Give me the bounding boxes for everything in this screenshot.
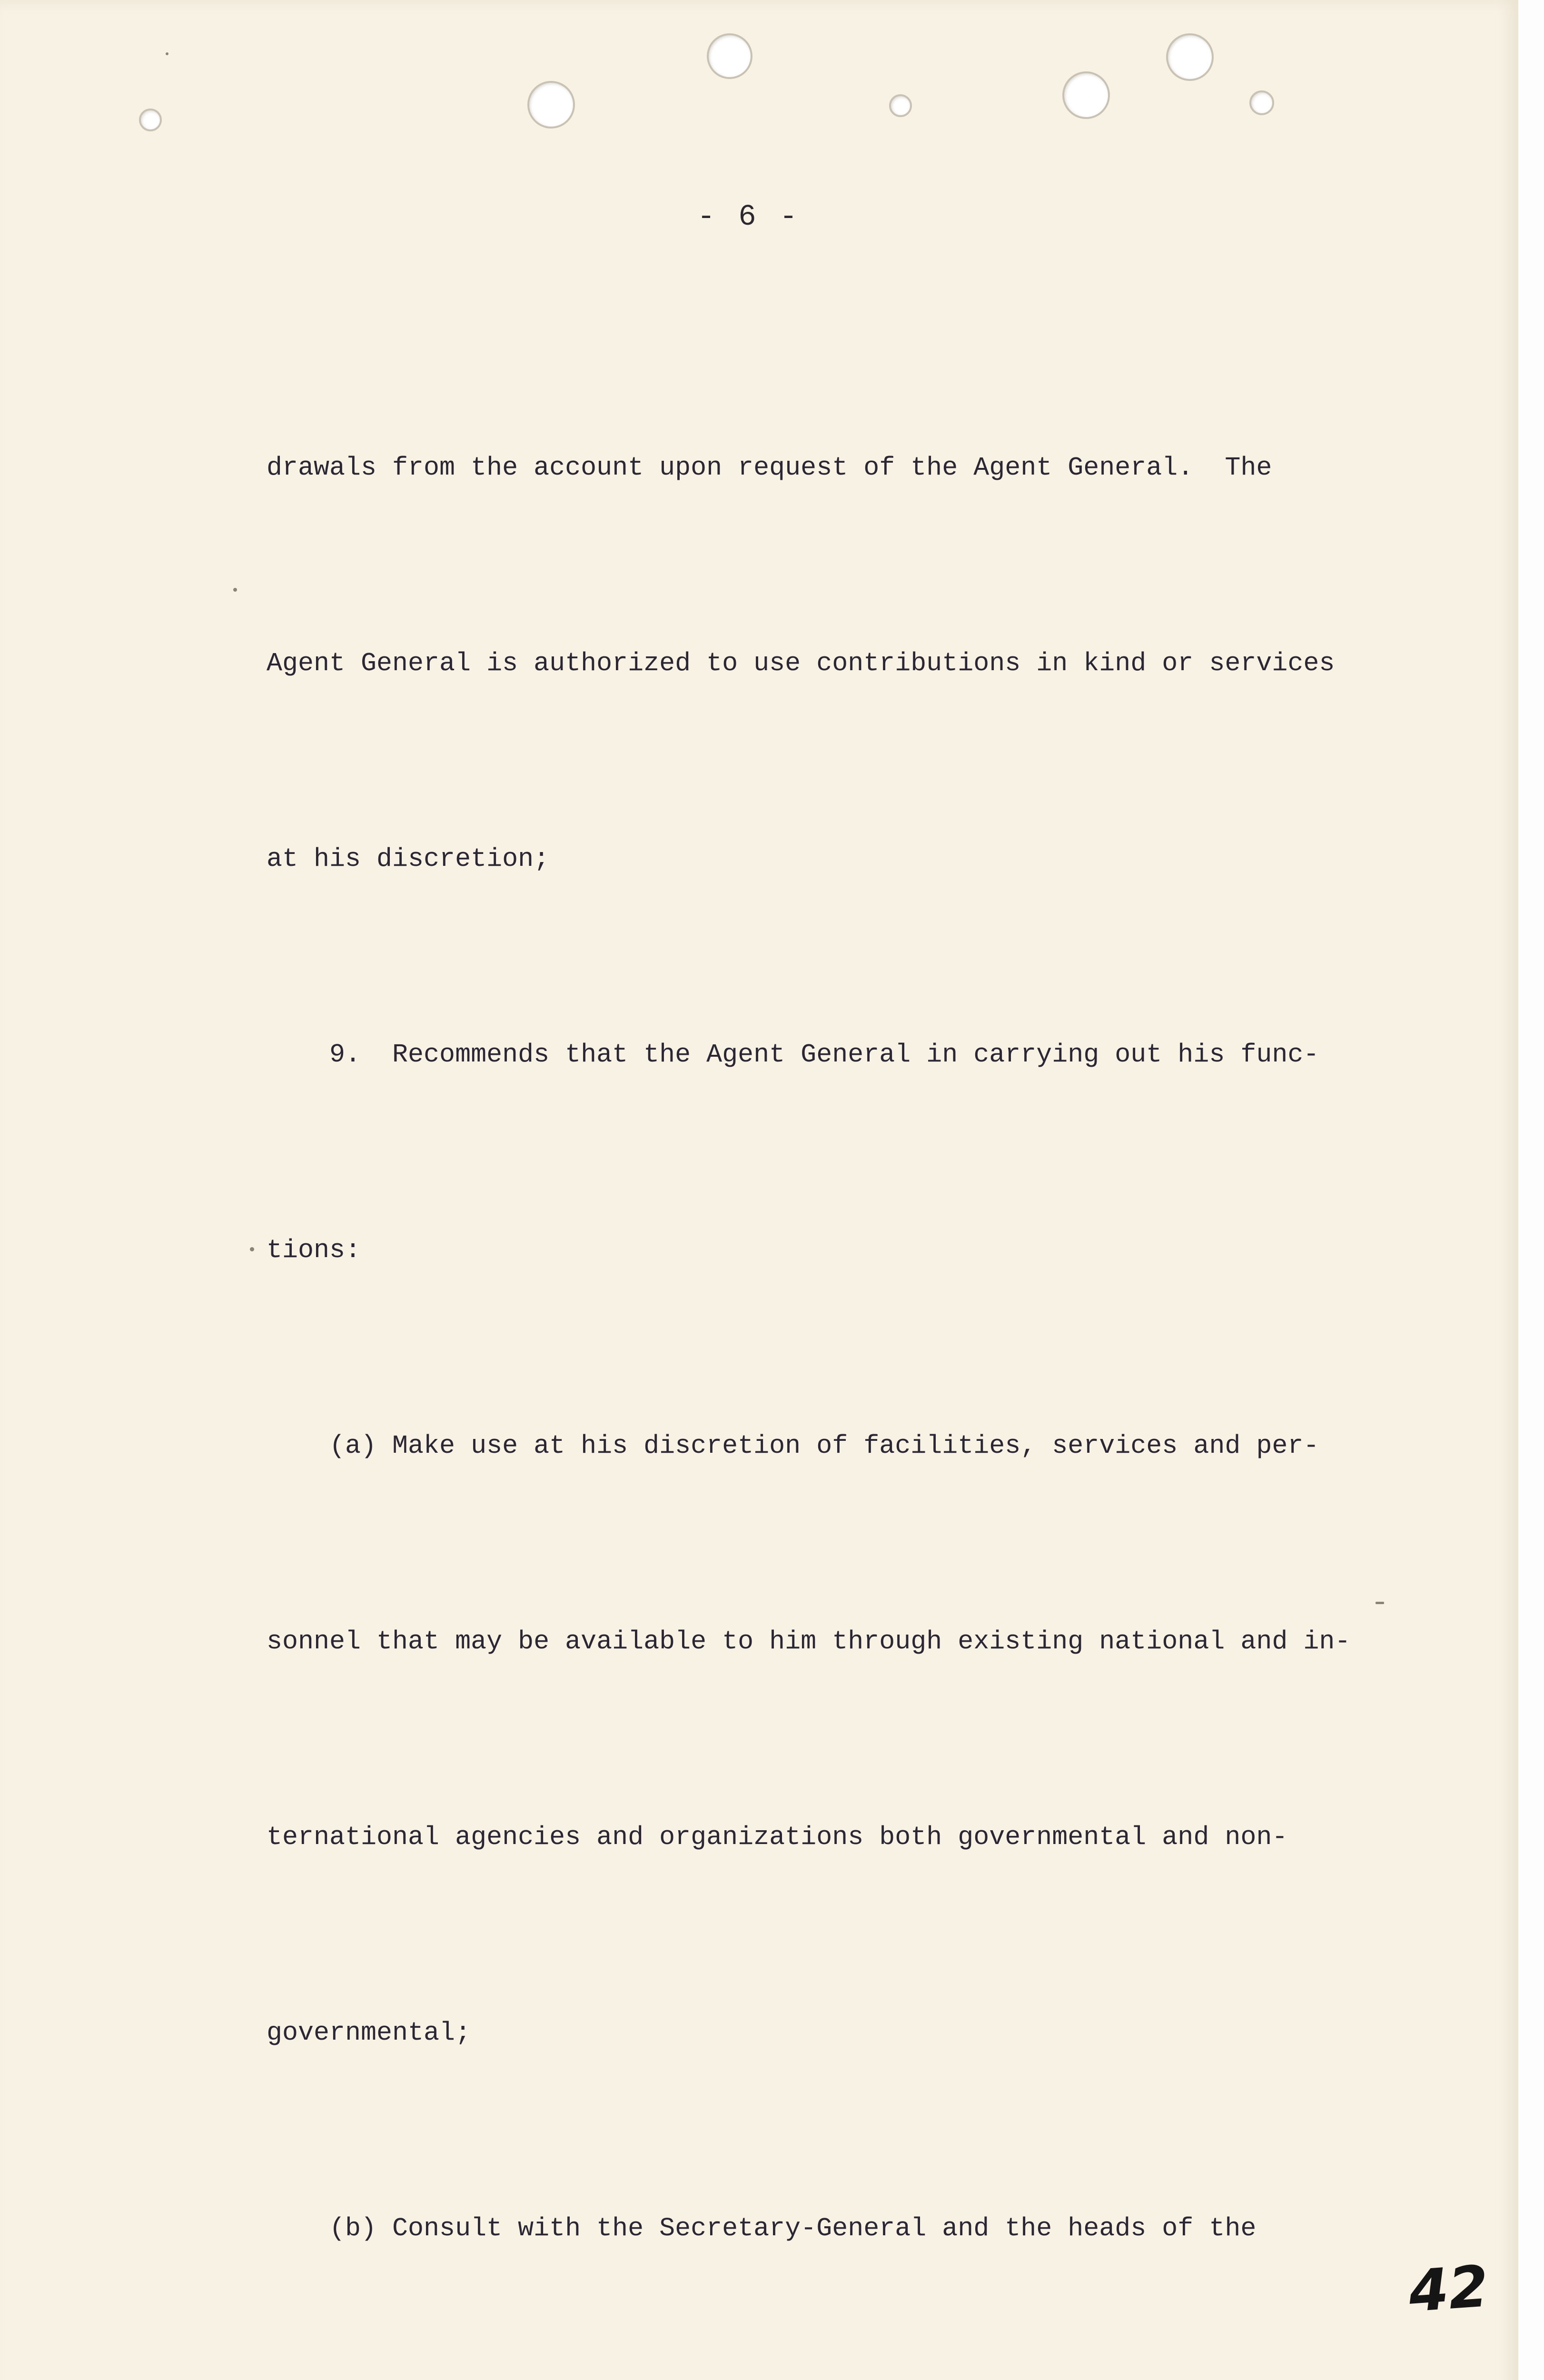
text-line: at his discretion; — [267, 844, 550, 874]
text-line: (a) Make use at his discretion of facilities, services and per- — [267, 1431, 1319, 1461]
punch-hole — [527, 81, 575, 129]
text-line: sonnel that may be available to him through existing national and in- — [267, 1626, 1351, 1656]
text-line: (b) Consult with the Secretary-General and the heads of the — [267, 2213, 1257, 2243]
scan-edge — [1518, 0, 1544, 2380]
text-line: tions: — [267, 1235, 361, 1265]
page-number: - 6 - — [697, 200, 801, 234]
punch-hole — [1166, 33, 1214, 81]
paper-speck — [166, 52, 168, 55]
punch-hole — [1249, 90, 1274, 115]
handwritten-folio-number: 42 — [1406, 2253, 1491, 2325]
punch-hole — [889, 94, 912, 117]
punch-hole — [1062, 71, 1110, 119]
text-line: ternational agencies and organizations both governmental and non- — [267, 1822, 1288, 1852]
punch-hole — [139, 109, 162, 131]
resolution-text — [267, 305, 1418, 2380]
punch-hole — [707, 33, 752, 79]
paper-speck — [250, 1247, 254, 1251]
paper-speck — [233, 588, 237, 592]
text-line: Agent General is authorized to use contributions in kind or services — [267, 648, 1335, 678]
text-line: governmental; — [267, 2018, 471, 2048]
text-line: drawals from the account upon request of the Agent General. The — [267, 453, 1272, 483]
text-line: 9. Recommends that the Agent General in carrying out his func- — [267, 1040, 1319, 1070]
